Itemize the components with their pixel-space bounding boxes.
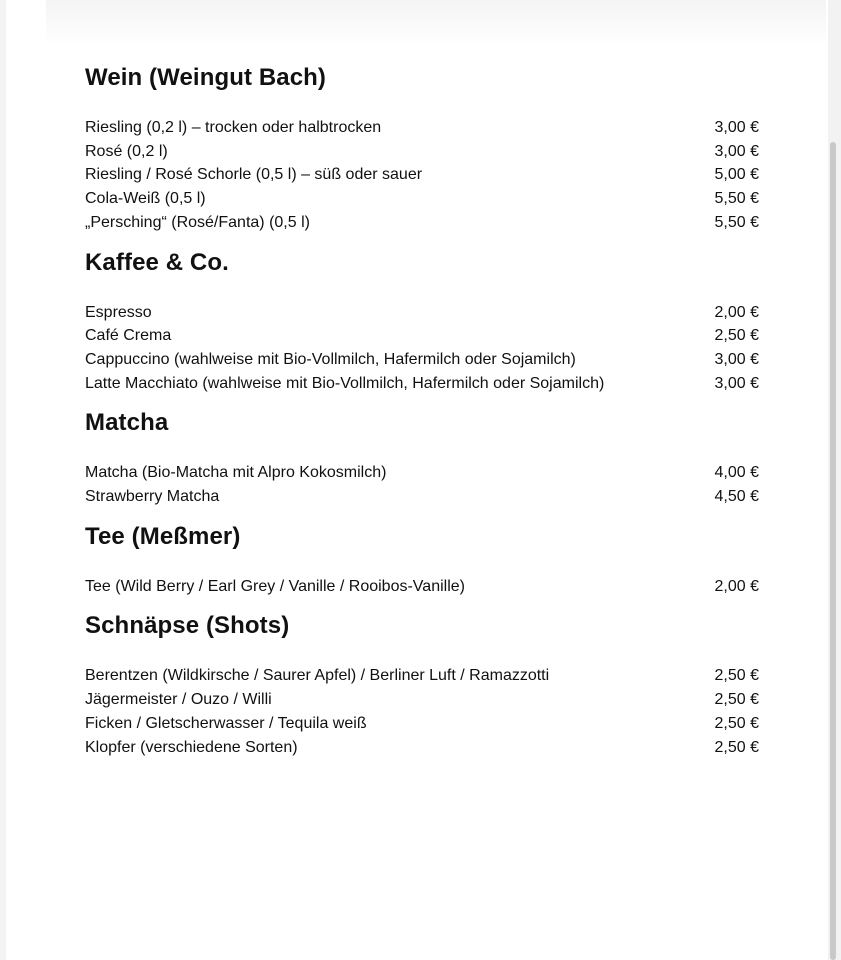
menu-item xyxy=(85,140,759,164)
item-name: Riesling / Rosé Schorle (0,5 l) – süß oder sauer xyxy=(85,166,423,184)
menu-item xyxy=(85,372,759,396)
item-name: Cappuccino (wahlweise mit Bio-Vollmilch, Hafermilch oder Sojamilch) xyxy=(85,350,576,368)
menu-item xyxy=(85,187,759,211)
item-name: Ficken / Gletscherwasser / Tequila weiß xyxy=(85,714,367,732)
item-name: Klopfer (verschiedene Sorten) xyxy=(85,738,298,756)
menu-item xyxy=(85,575,759,599)
section-title: Tee (Meßmer) xyxy=(85,522,241,550)
menu-item xyxy=(85,324,759,348)
section-title: Wein (Weingut Bach) xyxy=(85,64,327,91)
scrollbar-thumb[interactable] xyxy=(830,142,836,960)
menu-item xyxy=(85,712,759,736)
item-price: 5,50 € xyxy=(714,213,759,231)
item-name: Café Crema xyxy=(85,327,172,345)
menu-item xyxy=(85,736,759,760)
item-name: Tee (Wild Berry / Earl Grey / Vanille / Rooibos-Vanille) xyxy=(85,577,465,595)
item-price: 5,00 € xyxy=(714,166,759,184)
menu-item xyxy=(85,116,759,140)
item-price: 3,00 € xyxy=(714,350,759,368)
menu-item xyxy=(85,461,759,485)
item-name: „Persching“ (Rosé/Fanta) (0,5 l) xyxy=(85,213,310,231)
section-tee xyxy=(85,521,759,599)
item-list xyxy=(85,116,759,235)
item-price: 2,00 € xyxy=(714,303,759,321)
top-shadow xyxy=(46,0,826,46)
item-name: Cola-Weiß (0,5 l) xyxy=(85,190,206,208)
menu-item xyxy=(85,301,759,325)
scrollbar-track[interactable] xyxy=(828,0,841,960)
item-price: 5,50 € xyxy=(714,190,759,208)
item-list xyxy=(85,301,759,396)
section-kaffee xyxy=(85,247,759,396)
item-list xyxy=(85,664,759,759)
item-price: 2,00 € xyxy=(714,577,759,595)
item-price: 4,50 € xyxy=(714,488,759,506)
menu-item xyxy=(85,163,759,187)
menu-item xyxy=(85,211,759,235)
item-name: Espresso xyxy=(85,303,152,321)
item-price: 4,00 € xyxy=(714,464,759,482)
section-title: Schnäpse (Shots) xyxy=(85,612,290,640)
drinks-menu xyxy=(85,62,759,771)
menu-item xyxy=(85,485,759,509)
section-title: Kaffee & Co. xyxy=(85,248,229,276)
item-price: 2,50 € xyxy=(714,714,759,732)
item-name: Riesling (0,2 l) – trocken oder halbtrocken xyxy=(85,119,382,136)
menu-item xyxy=(85,664,759,688)
item-name: Berentzen (Wildkirsche / Saurer Apfel) / Berliner Luft / Ramazzotti xyxy=(85,667,550,685)
item-name: Rosé (0,2 l) xyxy=(85,142,168,160)
section-schnaepse xyxy=(85,610,759,759)
item-name: Latte Macchiato (wahlweise mit Bio-Vollmilch, Hafermilch oder Sojamilch) xyxy=(85,374,605,392)
item-price: 3,00 € xyxy=(714,119,759,136)
item-name: Matcha (Bio-Matcha mit Alpro Kokosmilch) xyxy=(85,464,387,482)
item-price: 2,50 € xyxy=(714,327,759,345)
item-price: 2,50 € xyxy=(714,691,759,709)
section-wein xyxy=(85,62,759,235)
menu-item xyxy=(85,348,759,372)
item-name: Jägermeister / Ouzo / Willi xyxy=(85,691,272,709)
section-matcha xyxy=(85,407,759,508)
item-list xyxy=(85,461,759,508)
item-price: 3,00 € xyxy=(714,142,759,160)
menu-item xyxy=(85,688,759,712)
section-title: Matcha xyxy=(85,409,169,437)
item-name: Strawberry Matcha xyxy=(85,488,220,506)
item-price: 2,50 € xyxy=(714,667,759,685)
item-list xyxy=(85,575,759,599)
item-price: 3,00 € xyxy=(714,374,759,392)
item-price: 2,50 € xyxy=(714,738,759,756)
